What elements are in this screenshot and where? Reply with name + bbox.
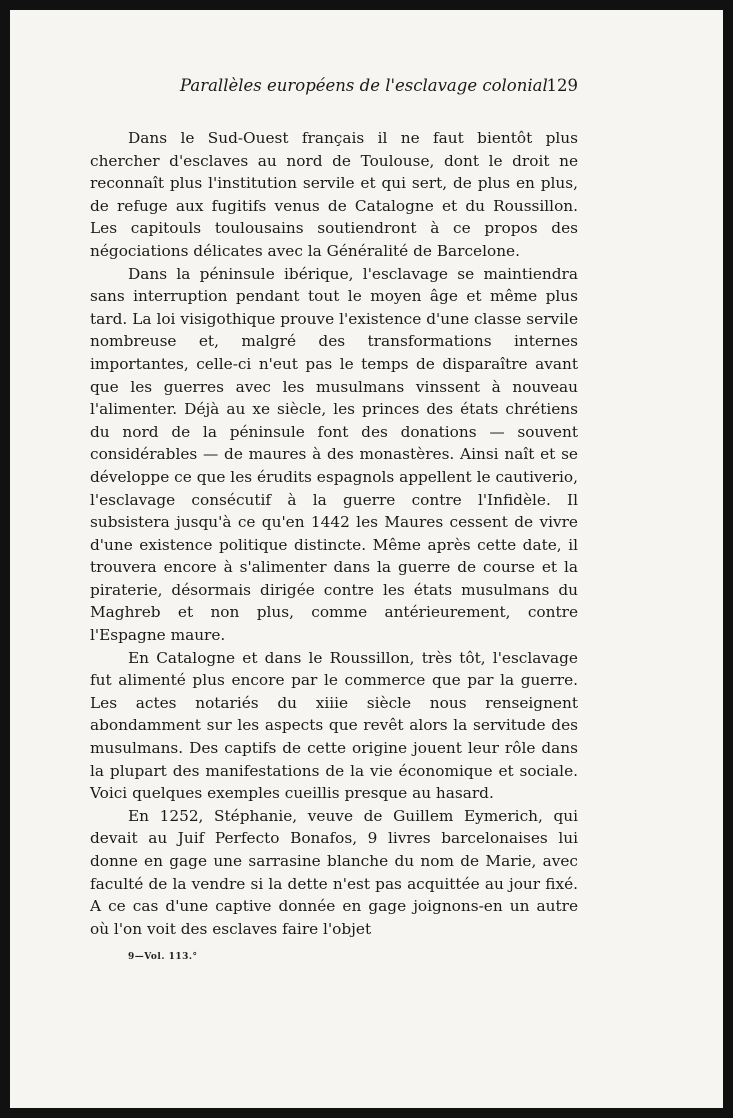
paragraph: En 1252, Stéphanie, veuve de Guillem Eymerich, qui devait au Juif Perfecto Bonafos, 9 livres barcelonaises lui donne en gage une sarrasine blanche du nom de Marie, avec faculté de la vendre si la dette n'est pas acquittée au jour fixé. A ce cas d'une captive donnée en gage joignons-en un autre où l'on voit des esclaves faire l'objet xyxy=(90,806,578,938)
paragraph: Dans la péninsule ibérique, l'esclavage se maintiendra sans interruption pendant tout le moyen âge et même plus tard. La loi visigothique prouve l'existence d'une classe servile nombreuse et, malgré des transformations internes importantes, celle-ci n'eut pas le temps de disparaître avant que les guerres avec les musulmans vinssent à nouveau l'alimenter. Déjà au xe siècle, les princes des états chrétiens du nord de la péninsule font des donations — souvent considérables — de maures à des monastères. Ainsi naît et se développe ce que les érudits espagnols appellent le cautiverio, l'esclavage consécutif à la guerre contre l'Infidèle. Il subsistera jusqu'à ce qu'en 1442 les Maures cessent de vivre d'une existence politique distincte. Même après cette date, il trouvera encore à s'alimenter dans la guerre de course et la piraterie, désormais dirigée contre les états musulmans du Maghreb et non plus, comme antérieurement, contre l'Espagne maure. xyxy=(90,264,578,645)
printer-signature: 9—Vol. 113.° xyxy=(128,952,198,962)
book-page xyxy=(10,10,723,1108)
paragraph: En Catalogne et dans le Roussillon, très tôt, l'esclavage fut alimenté plus encore par le commerce que par la guerre. Les actes notariés du xiiie siècle nous renseignent abondamment sur les aspects que revêt alors la servitude des musulmans. Des captifs de cette origine jouent leur rôle dans la plupart des manifestations de la vie économique et sociale. Voici quelques exemples cueillis presque au hasard. xyxy=(90,648,578,803)
body-text xyxy=(90,127,578,940)
page-header xyxy=(90,76,578,102)
paragraph: Dans le Sud-Ouest français il ne faut bientôt plus chercher d'esclaves au nord de Toulouse, dont le droit ne reconnaît plus l'institution servile et qui sert, de plus en plus, de refuge aux fugitifs venus de Catalogne et du Roussillon. Les capitouls toulousains soutiendront à ce propos des négociations délicates avec la Généralité de Barcelone. xyxy=(90,129,578,260)
page-number: 129 xyxy=(546,76,578,95)
running-head: Parallèles européens de l'esclavage colonial xyxy=(180,76,548,95)
